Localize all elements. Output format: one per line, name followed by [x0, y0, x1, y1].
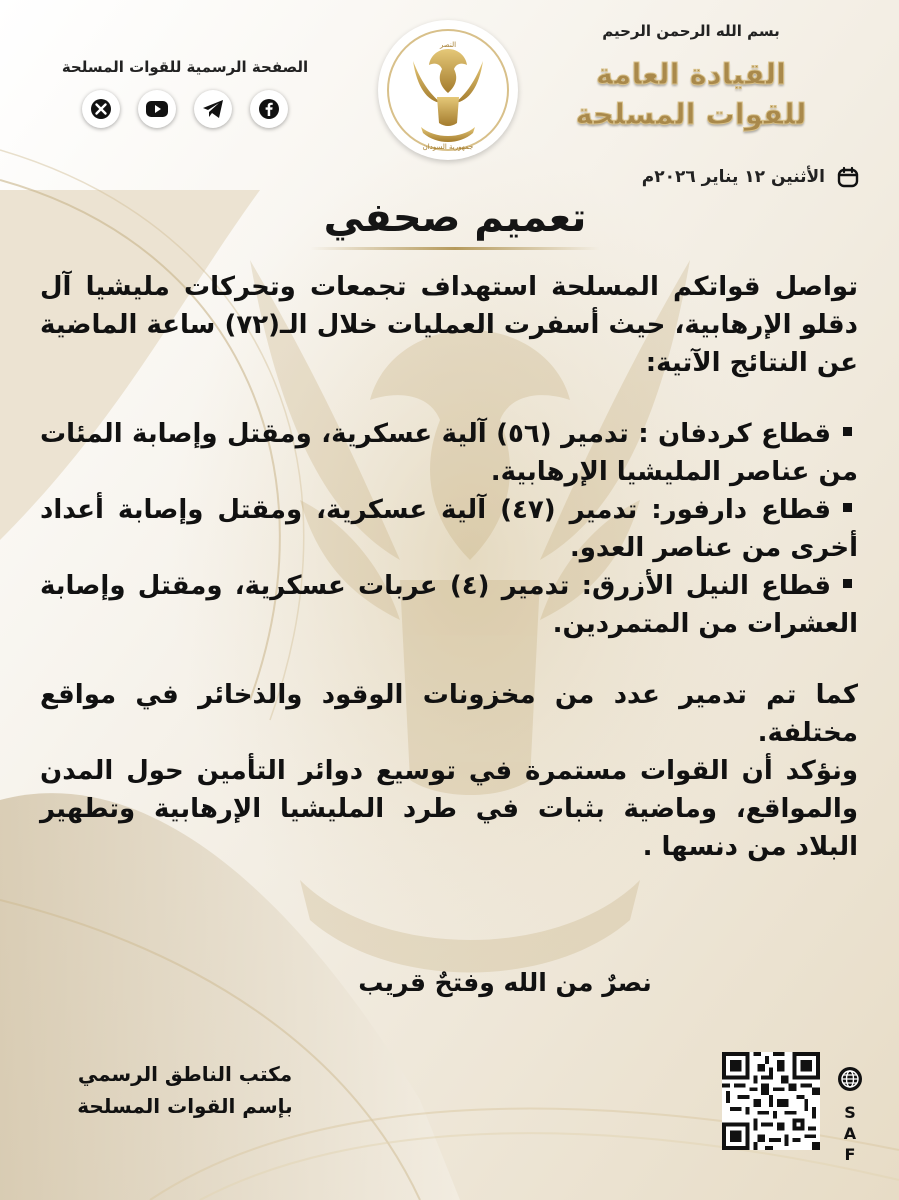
spacer [40, 643, 858, 676]
spokesman-signature [50, 1058, 320, 1122]
bullet-item [40, 567, 858, 643]
bullet-item [40, 415, 858, 491]
bullet-text-blue-nile: قطاع النيل الأزرق: تدمير (٤) عربات عسكرية، ومقتل وإصابة العشرات من المتمردين. [40, 571, 858, 639]
press-release-body [40, 268, 858, 866]
secretary-bird-emblem-icon [385, 27, 511, 153]
basmala: بسم الله الرحمن الرحيم [602, 22, 780, 40]
bullet-square-icon [843, 579, 852, 588]
emblem-bottom-text: جمهورية السودان [422, 143, 474, 151]
x-icon[interactable] [82, 90, 120, 128]
date-row [642, 166, 859, 188]
date-text: الأثنين ١٢ يناير ٢٠٢٦م [641, 167, 825, 187]
spokesman-line1: مكتب الناطق الرسمي [77, 1062, 293, 1086]
affirmation-paragraph: ونؤكد أن القوات مستمرة في توسيع دوائر التأمين حول المدن والمواقع، وماضية بثبات في طرد المليشيا الإرهابية وتطهير البلاد من دنسها . [40, 756, 858, 862]
social-icons-row [60, 90, 310, 128]
armed-forces-emblem [378, 20, 518, 160]
emblem-top-text: النصر [439, 41, 457, 49]
spacer [40, 382, 858, 415]
globe-icon[interactable] [837, 1066, 863, 1092]
bullet-item [40, 491, 858, 567]
closing-phrase: نصرٌ من الله وفتحٌ قريب [358, 968, 652, 997]
saf-brand [836, 1066, 864, 1165]
bullet-text-darfur: قطاع دارفور: تدمير (٤٧) آلية عسكرية، ومقتل وإصابة أعداد أخرى من عناصر العدو. [40, 495, 858, 563]
saf-letters [836, 1102, 864, 1165]
saf-letter: F [844, 1145, 856, 1164]
bullet-text-kordofan: قطاع كردفان : تدمير (٥٦) آلية عسكرية، ومقتل وإصابة المئات من عناصر المليشيا الإرهابية. [40, 419, 858, 487]
title-block [300, 195, 610, 250]
facebook-icon[interactable] [250, 90, 288, 128]
official-page-label: الصفحة الرسمية للقوات المسلحة [61, 58, 309, 76]
spokesman-line2: بإسم القوات المسلحة [77, 1094, 293, 1118]
general-command-title [561, 54, 821, 134]
depots-paragraph: كما تم تدمير عدد من مخزونات الوقود والذخائر في مواقع مختلفة. [40, 680, 858, 748]
qr-code[interactable] [722, 1052, 820, 1150]
general-command-line2: للقوات المسلحة [575, 97, 807, 131]
intro-paragraph: تواصل قواتكم المسلحة استهداف تجمعات وتحركات مليشيا آل دقلو الإرهابية، حيث أسفرت العمليات خلال الـ(٧٢) ساعة الماضية عن النتائج الآتية: [40, 272, 858, 378]
general-command-line1: القيادة العامة [595, 57, 787, 91]
saf-letter: S [844, 1103, 856, 1122]
header-block [561, 22, 821, 134]
social-block [60, 58, 310, 128]
saf-letter: A [843, 1124, 857, 1143]
bullet-square-icon [843, 503, 852, 512]
youtube-icon[interactable] [138, 90, 176, 128]
title-underline [310, 247, 600, 250]
page-title: تعميم صحفي [323, 195, 587, 241]
telegram-icon[interactable] [194, 90, 232, 128]
calendar-icon [837, 166, 859, 188]
bullet-square-icon [843, 427, 852, 436]
